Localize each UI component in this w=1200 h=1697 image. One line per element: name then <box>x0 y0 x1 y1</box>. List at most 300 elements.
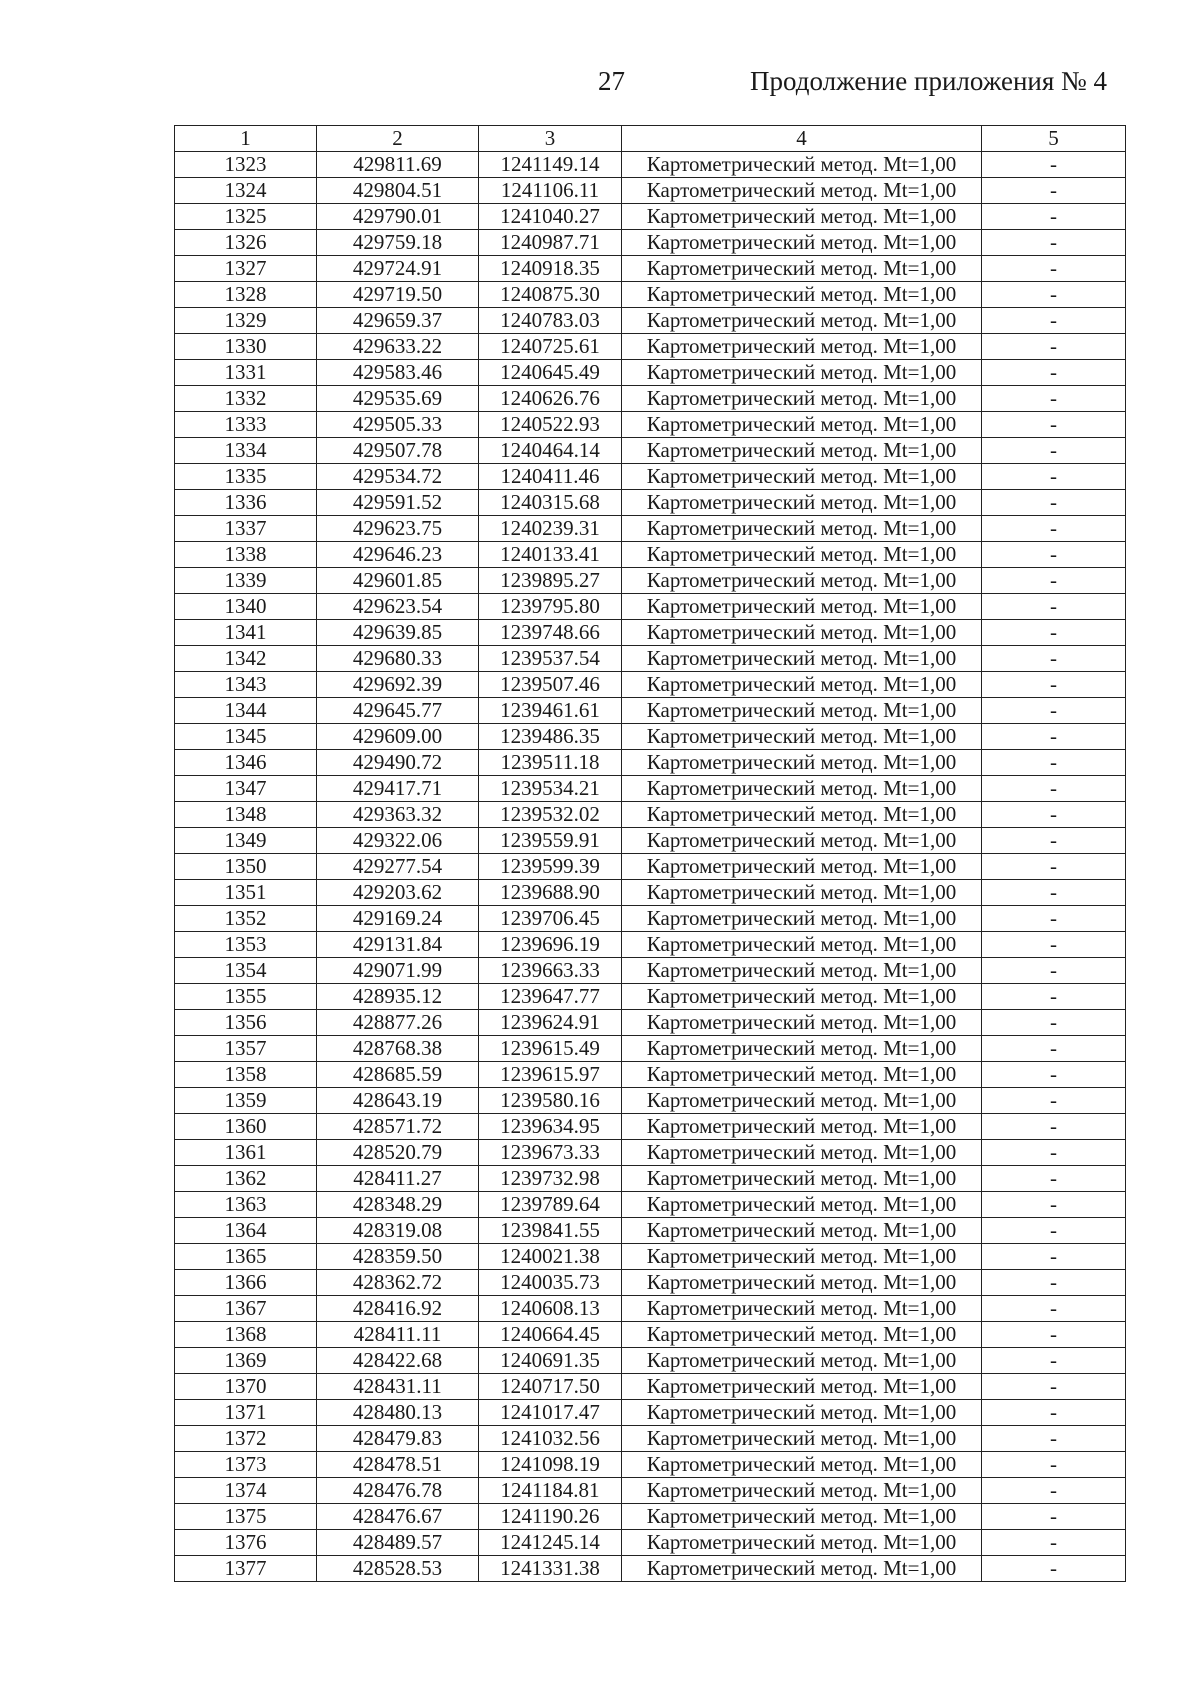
coordinate-y-cell: 1239511.18 <box>479 750 622 776</box>
coordinate-x-cell: 428422.68 <box>317 1348 479 1374</box>
method-cell: Картометрический метод. Mt=1,00 <box>622 178 982 204</box>
method-cell: Картометрический метод. Mt=1,00 <box>622 1010 982 1036</box>
method-cell: Картометрический метод. Mt=1,00 <box>622 906 982 932</box>
coordinate-y-cell: 1241032.56 <box>479 1426 622 1452</box>
coordinate-x-cell: 429535.69 <box>317 386 479 412</box>
coordinate-x-cell: 429659.37 <box>317 308 479 334</box>
point-number-cell: 1357 <box>175 1036 317 1062</box>
coordinate-y-cell: 1240133.41 <box>479 542 622 568</box>
coordinate-y-cell: 1240875.30 <box>479 282 622 308</box>
method-cell: Картометрический метод. Mt=1,00 <box>622 620 982 646</box>
note-cell: - <box>982 750 1126 776</box>
note-cell: - <box>982 282 1126 308</box>
note-cell: - <box>982 1218 1126 1244</box>
coordinate-x-cell: 429724.91 <box>317 256 479 282</box>
note-cell: - <box>982 1322 1126 1348</box>
method-cell: Картометрический метод. Mt=1,00 <box>622 1088 982 1114</box>
note-cell: - <box>982 1166 1126 1192</box>
note-cell: - <box>982 256 1126 282</box>
coordinate-x-cell: 428348.29 <box>317 1192 479 1218</box>
method-cell: Картометрический метод. Mt=1,00 <box>622 1426 982 1452</box>
table-row <box>175 178 1126 204</box>
table-row <box>175 1114 1126 1140</box>
coordinate-x-cell: 429680.33 <box>317 646 479 672</box>
point-number-cell: 1371 <box>175 1400 317 1426</box>
coordinate-y-cell: 1239895.27 <box>479 568 622 594</box>
coordinate-y-cell: 1239706.45 <box>479 906 622 932</box>
table-row <box>175 1088 1126 1114</box>
table-row <box>175 1556 1126 1582</box>
coordinate-y-cell: 1241190.26 <box>479 1504 622 1530</box>
coordinate-x-cell: 429759.18 <box>317 230 479 256</box>
point-number-cell: 1329 <box>175 308 317 334</box>
point-number-cell: 1377 <box>175 1556 317 1582</box>
table-row <box>175 282 1126 308</box>
note-cell: - <box>982 1556 1126 1582</box>
table-row <box>175 880 1126 906</box>
coordinate-x-cell: 429719.50 <box>317 282 479 308</box>
method-cell: Картометрический метод. Mt=1,00 <box>622 542 982 568</box>
coordinate-x-cell: 429169.24 <box>317 906 479 932</box>
note-cell: - <box>982 828 1126 854</box>
note-cell: - <box>982 1426 1126 1452</box>
note-cell: - <box>982 854 1126 880</box>
method-cell: Картометрический метод. Mt=1,00 <box>622 334 982 360</box>
point-number-cell: 1340 <box>175 594 317 620</box>
point-number-cell: 1333 <box>175 412 317 438</box>
coordinate-y-cell: 1239732.98 <box>479 1166 622 1192</box>
coordinate-y-cell: 1240645.49 <box>479 360 622 386</box>
table-row <box>175 1166 1126 1192</box>
coordinate-y-cell: 1239580.16 <box>479 1088 622 1114</box>
table-row <box>175 1140 1126 1166</box>
note-cell: - <box>982 412 1126 438</box>
point-number-cell: 1360 <box>175 1114 317 1140</box>
table-row <box>175 958 1126 984</box>
point-number-cell: 1374 <box>175 1478 317 1504</box>
coordinate-y-cell: 1239663.33 <box>479 958 622 984</box>
note-cell: - <box>982 1504 1126 1530</box>
point-number-cell: 1343 <box>175 672 317 698</box>
coordinate-x-cell: 429583.46 <box>317 360 479 386</box>
method-cell: Картометрический метод. Mt=1,00 <box>622 1140 982 1166</box>
method-cell: Картометрический метод. Mt=1,00 <box>622 1374 982 1400</box>
coordinate-y-cell: 1239748.66 <box>479 620 622 646</box>
method-cell: Картометрический метод. Mt=1,00 <box>622 594 982 620</box>
method-cell: Картометрический метод. Mt=1,00 <box>622 1244 982 1270</box>
method-cell: Картометрический метод. Mt=1,00 <box>622 1400 982 1426</box>
coordinate-x-cell: 429534.72 <box>317 464 479 490</box>
point-number-cell: 1346 <box>175 750 317 776</box>
method-cell: Картометрический метод. Mt=1,00 <box>622 282 982 308</box>
point-number-cell: 1323 <box>175 152 317 178</box>
coordinate-y-cell: 1240725.61 <box>479 334 622 360</box>
method-cell: Картометрический метод. Mt=1,00 <box>622 1062 982 1088</box>
point-number-cell: 1347 <box>175 776 317 802</box>
coordinate-x-cell: 428685.59 <box>317 1062 479 1088</box>
note-cell: - <box>982 984 1126 1010</box>
note-cell: - <box>982 490 1126 516</box>
coordinate-x-cell: 429804.51 <box>317 178 479 204</box>
table-row <box>175 906 1126 932</box>
method-cell: Картометрический метод. Mt=1,00 <box>622 724 982 750</box>
coordinates-table <box>174 125 1126 1582</box>
point-number-cell: 1334 <box>175 438 317 464</box>
method-cell: Картометрический метод. Mt=1,00 <box>622 880 982 906</box>
note-cell: - <box>982 1530 1126 1556</box>
coordinate-y-cell: 1239486.35 <box>479 724 622 750</box>
point-number-cell: 1332 <box>175 386 317 412</box>
table-row <box>175 1504 1126 1530</box>
coordinate-y-cell: 1239841.55 <box>479 1218 622 1244</box>
coordinate-y-cell: 1241040.27 <box>479 204 622 230</box>
method-cell: Картометрический метод. Mt=1,00 <box>622 1348 982 1374</box>
coordinate-x-cell: 428476.67 <box>317 1504 479 1530</box>
coordinate-x-cell: 428935.12 <box>317 984 479 1010</box>
coordinate-x-cell: 429645.77 <box>317 698 479 724</box>
table-row <box>175 594 1126 620</box>
point-number-cell: 1369 <box>175 1348 317 1374</box>
note-cell: - <box>982 776 1126 802</box>
point-number-cell: 1353 <box>175 932 317 958</box>
table-row <box>175 854 1126 880</box>
note-cell: - <box>982 360 1126 386</box>
note-cell: - <box>982 516 1126 542</box>
coordinate-y-cell: 1241149.14 <box>479 152 622 178</box>
coordinate-x-cell: 429131.84 <box>317 932 479 958</box>
method-cell: Картометрический метод. Mt=1,00 <box>622 568 982 594</box>
table-row <box>175 1400 1126 1426</box>
table-row <box>175 672 1126 698</box>
coordinate-y-cell: 1240664.45 <box>479 1322 622 1348</box>
point-number-cell: 1367 <box>175 1296 317 1322</box>
table-row <box>175 1348 1126 1374</box>
method-cell: Картометрический метод. Mt=1,00 <box>622 1296 982 1322</box>
coordinate-x-cell: 428431.11 <box>317 1374 479 1400</box>
point-number-cell: 1351 <box>175 880 317 906</box>
method-cell: Картометрический метод. Mt=1,00 <box>622 1036 982 1062</box>
table-row <box>175 828 1126 854</box>
coordinate-x-cell: 428571.72 <box>317 1114 479 1140</box>
coordinate-y-cell: 1240464.14 <box>479 438 622 464</box>
coordinate-y-cell: 1240411.46 <box>479 464 622 490</box>
note-cell: - <box>982 1062 1126 1088</box>
note-cell: - <box>982 594 1126 620</box>
point-number-cell: 1325 <box>175 204 317 230</box>
point-number-cell: 1349 <box>175 828 317 854</box>
coordinate-x-cell: 429591.52 <box>317 490 479 516</box>
coordinate-x-cell: 428411.11 <box>317 1322 479 1348</box>
coordinate-x-cell: 429692.39 <box>317 672 479 698</box>
note-cell: - <box>982 724 1126 750</box>
point-number-cell: 1350 <box>175 854 317 880</box>
coordinate-y-cell: 1240315.68 <box>479 490 622 516</box>
table-header <box>175 126 1126 152</box>
note-cell: - <box>982 1400 1126 1426</box>
point-number-cell: 1365 <box>175 1244 317 1270</box>
coordinate-y-cell: 1239615.97 <box>479 1062 622 1088</box>
coordinate-x-cell: 428643.19 <box>317 1088 479 1114</box>
point-number-cell: 1335 <box>175 464 317 490</box>
note-cell: - <box>982 204 1126 230</box>
coordinate-x-cell: 428411.27 <box>317 1166 479 1192</box>
note-cell: - <box>982 958 1126 984</box>
table-row <box>175 1296 1126 1322</box>
column-header-3: 3 <box>479 126 622 152</box>
coordinate-y-cell: 1240608.13 <box>479 1296 622 1322</box>
point-number-cell: 1339 <box>175 568 317 594</box>
method-cell: Картометрический метод. Mt=1,00 <box>622 750 982 776</box>
coordinate-x-cell: 429790.01 <box>317 204 479 230</box>
coordinate-y-cell: 1240021.38 <box>479 1244 622 1270</box>
coordinate-y-cell: 1240522.93 <box>479 412 622 438</box>
point-number-cell: 1361 <box>175 1140 317 1166</box>
point-number-cell: 1373 <box>175 1452 317 1478</box>
table-row <box>175 1530 1126 1556</box>
coordinate-x-cell: 428479.83 <box>317 1426 479 1452</box>
coordinate-y-cell: 1240626.76 <box>479 386 622 412</box>
method-cell: Картометрический метод. Mt=1,00 <box>622 698 982 724</box>
note-cell: - <box>982 802 1126 828</box>
point-number-cell: 1342 <box>175 646 317 672</box>
method-cell: Картометрический метод. Mt=1,00 <box>622 1556 982 1582</box>
column-header-5: 5 <box>982 126 1126 152</box>
method-cell: Картометрический метод. Mt=1,00 <box>622 1166 982 1192</box>
note-cell: - <box>982 334 1126 360</box>
coordinate-y-cell: 1239461.61 <box>479 698 622 724</box>
method-cell: Картометрический метод. Mt=1,00 <box>622 230 982 256</box>
coordinate-x-cell: 429505.33 <box>317 412 479 438</box>
note-cell: - <box>982 542 1126 568</box>
table-row <box>175 750 1126 776</box>
coordinate-x-cell: 428489.57 <box>317 1530 479 1556</box>
method-cell: Картометрический метод. Mt=1,00 <box>622 854 982 880</box>
note-cell: - <box>982 1478 1126 1504</box>
point-number-cell: 1341 <box>175 620 317 646</box>
point-number-cell: 1327 <box>175 256 317 282</box>
coordinate-x-cell: 429646.23 <box>317 542 479 568</box>
note-cell: - <box>982 464 1126 490</box>
table-row <box>175 360 1126 386</box>
coordinate-x-cell: 428768.38 <box>317 1036 479 1062</box>
note-cell: - <box>982 906 1126 932</box>
point-number-cell: 1355 <box>175 984 317 1010</box>
method-cell: Картометрический метод. Mt=1,00 <box>622 646 982 672</box>
method-cell: Картометрический метод. Mt=1,00 <box>622 1452 982 1478</box>
table-row <box>175 308 1126 334</box>
method-cell: Картометрический метод. Mt=1,00 <box>622 256 982 282</box>
coordinate-x-cell: 428528.53 <box>317 1556 479 1582</box>
table-row <box>175 412 1126 438</box>
method-cell: Картометрический метод. Mt=1,00 <box>622 1504 982 1530</box>
table-body <box>175 152 1126 1582</box>
table-row <box>175 620 1126 646</box>
coordinate-y-cell: 1241184.81 <box>479 1478 622 1504</box>
point-number-cell: 1324 <box>175 178 317 204</box>
method-cell: Картометрический метод. Mt=1,00 <box>622 958 982 984</box>
coordinate-x-cell: 429322.06 <box>317 828 479 854</box>
method-cell: Картометрический метод. Mt=1,00 <box>622 308 982 334</box>
coordinate-x-cell: 429639.85 <box>317 620 479 646</box>
note-cell: - <box>982 178 1126 204</box>
coordinate-y-cell: 1241331.38 <box>479 1556 622 1582</box>
point-number-cell: 1344 <box>175 698 317 724</box>
table-row <box>175 1452 1126 1478</box>
table-row <box>175 516 1126 542</box>
table-row <box>175 204 1126 230</box>
point-number-cell: 1336 <box>175 490 317 516</box>
note-cell: - <box>982 308 1126 334</box>
coordinate-x-cell: 429609.00 <box>317 724 479 750</box>
coordinate-x-cell: 429601.85 <box>317 568 479 594</box>
point-number-cell: 1331 <box>175 360 317 386</box>
table-row <box>175 646 1126 672</box>
table-row <box>175 1426 1126 1452</box>
method-cell: Картометрический метод. Mt=1,00 <box>622 464 982 490</box>
note-cell: - <box>982 1114 1126 1140</box>
point-number-cell: 1368 <box>175 1322 317 1348</box>
method-cell: Картометрический метод. Mt=1,00 <box>622 828 982 854</box>
table-row <box>175 698 1126 724</box>
method-cell: Картометрический метод. Mt=1,00 <box>622 802 982 828</box>
table-row <box>175 984 1126 1010</box>
coordinate-y-cell: 1241245.14 <box>479 1530 622 1556</box>
table-row <box>175 1244 1126 1270</box>
note-cell: - <box>982 1296 1126 1322</box>
method-cell: Картометрический метод. Mt=1,00 <box>622 438 982 464</box>
method-cell: Картометрический метод. Mt=1,00 <box>622 932 982 958</box>
point-number-cell: 1356 <box>175 1010 317 1036</box>
point-number-cell: 1376 <box>175 1530 317 1556</box>
table-row <box>175 152 1126 178</box>
coordinate-y-cell: 1239647.77 <box>479 984 622 1010</box>
note-cell: - <box>982 1036 1126 1062</box>
method-cell: Картометрический метод. Mt=1,00 <box>622 412 982 438</box>
point-number-cell: 1338 <box>175 542 317 568</box>
method-cell: Картометрический метод. Mt=1,00 <box>622 516 982 542</box>
method-cell: Картометрический метод. Mt=1,00 <box>622 1192 982 1218</box>
point-number-cell: 1330 <box>175 334 317 360</box>
coordinate-y-cell: 1240717.50 <box>479 1374 622 1400</box>
header-row <box>175 126 1126 152</box>
method-cell: Картометрический метод. Mt=1,00 <box>622 1218 982 1244</box>
table-row <box>175 1478 1126 1504</box>
column-header-2: 2 <box>317 126 479 152</box>
table-row <box>175 1218 1126 1244</box>
point-number-cell: 1363 <box>175 1192 317 1218</box>
coordinate-y-cell: 1240918.35 <box>479 256 622 282</box>
note-cell: - <box>982 230 1126 256</box>
note-cell: - <box>982 1374 1126 1400</box>
page-number: 27 <box>598 66 625 96</box>
note-cell: - <box>982 1348 1126 1374</box>
coordinate-x-cell: 428877.26 <box>317 1010 479 1036</box>
method-cell: Картометрический метод. Mt=1,00 <box>622 1478 982 1504</box>
coordinate-x-cell: 429071.99 <box>317 958 479 984</box>
method-cell: Картометрический метод. Mt=1,00 <box>622 984 982 1010</box>
table-row <box>175 802 1126 828</box>
coordinate-x-cell: 428416.92 <box>317 1296 479 1322</box>
method-cell: Картометрический метод. Mt=1,00 <box>622 360 982 386</box>
coordinate-x-cell: 429811.69 <box>317 152 479 178</box>
table-row <box>175 256 1126 282</box>
method-cell: Картометрический метод. Mt=1,00 <box>622 672 982 698</box>
table-row <box>175 776 1126 802</box>
table-row <box>175 230 1126 256</box>
point-number-cell: 1354 <box>175 958 317 984</box>
note-cell: - <box>982 1010 1126 1036</box>
point-number-cell: 1364 <box>175 1218 317 1244</box>
coordinate-x-cell: 428478.51 <box>317 1452 479 1478</box>
note-cell: - <box>982 1244 1126 1270</box>
coordinate-y-cell: 1239534.21 <box>479 776 622 802</box>
point-number-cell: 1366 <box>175 1270 317 1296</box>
method-cell: Картометрический метод. Mt=1,00 <box>622 1530 982 1556</box>
point-number-cell: 1352 <box>175 906 317 932</box>
note-cell: - <box>982 1192 1126 1218</box>
note-cell: - <box>982 152 1126 178</box>
coordinate-y-cell: 1241106.11 <box>479 178 622 204</box>
coordinate-x-cell: 429417.71 <box>317 776 479 802</box>
coordinate-y-cell: 1239673.33 <box>479 1140 622 1166</box>
method-cell: Картометрический метод. Mt=1,00 <box>622 490 982 516</box>
table-row <box>175 1010 1126 1036</box>
table-row <box>175 1062 1126 1088</box>
point-number-cell: 1359 <box>175 1088 317 1114</box>
coordinate-y-cell: 1240691.35 <box>479 1348 622 1374</box>
coordinate-x-cell: 428359.50 <box>317 1244 479 1270</box>
method-cell: Картометрический метод. Mt=1,00 <box>622 152 982 178</box>
coordinate-y-cell: 1239559.91 <box>479 828 622 854</box>
note-cell: - <box>982 880 1126 906</box>
note-cell: - <box>982 1088 1126 1114</box>
method-cell: Картометрический метод. Mt=1,00 <box>622 1114 982 1140</box>
note-cell: - <box>982 1140 1126 1166</box>
appendix-caption: Продолжение приложения № 4 <box>750 66 1108 96</box>
table-row <box>175 568 1126 594</box>
method-cell: Картометрический метод. Mt=1,00 <box>622 1322 982 1348</box>
point-number-cell: 1375 <box>175 1504 317 1530</box>
coordinate-y-cell: 1239599.39 <box>479 854 622 880</box>
coordinate-x-cell: 429623.75 <box>317 516 479 542</box>
table-row <box>175 1036 1126 1062</box>
table-row <box>175 334 1126 360</box>
table-row <box>175 1270 1126 1296</box>
coordinate-y-cell: 1239507.46 <box>479 672 622 698</box>
coordinate-y-cell: 1239537.54 <box>479 646 622 672</box>
coordinate-y-cell: 1241017.47 <box>479 1400 622 1426</box>
point-number-cell: 1337 <box>175 516 317 542</box>
table-row <box>175 932 1126 958</box>
coordinate-x-cell: 429623.54 <box>317 594 479 620</box>
point-number-cell: 1348 <box>175 802 317 828</box>
point-number-cell: 1358 <box>175 1062 317 1088</box>
note-cell: - <box>982 438 1126 464</box>
table-row <box>175 438 1126 464</box>
table-row <box>175 490 1126 516</box>
coordinate-x-cell: 428520.79 <box>317 1140 479 1166</box>
note-cell: - <box>982 620 1126 646</box>
coordinate-y-cell: 1239624.91 <box>479 1010 622 1036</box>
coordinate-y-cell: 1240035.73 <box>479 1270 622 1296</box>
coordinate-x-cell: 429633.22 <box>317 334 479 360</box>
note-cell: - <box>982 386 1126 412</box>
table-row <box>175 724 1126 750</box>
table-row <box>175 464 1126 490</box>
table-row <box>175 1374 1126 1400</box>
coordinate-x-cell: 429363.32 <box>317 802 479 828</box>
point-number-cell: 1345 <box>175 724 317 750</box>
